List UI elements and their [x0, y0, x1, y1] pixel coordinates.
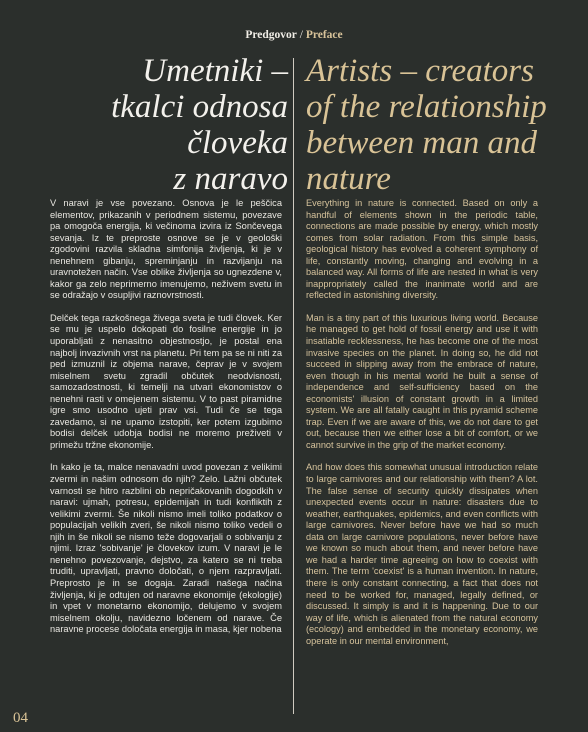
section-header [0, 29, 588, 41]
body-column-english [306, 198, 538, 658]
paragraph-sl-1: V naravi je vse povezano. Osnova je le peščica elementov, prikazanih v periodnem sistemu, povezave pa omogoča energija, ki večinoma izvira iz Sončevega sevanja. Iz te preproste osnove se je v geološki zgodovini razvila skladna simfonija življenja, ki je v nenehnem gibanju, spreminjanju in razvijanju na uravnotežen način. Vse oblike življenja so ugnezdene v, kakor ga zelo neprimerno imenujemo, neživem svetu in se odražajo v osupljivi raznovrstnosti. [50, 198, 282, 301]
title-slovenian: Umetniki – tkalci odnosa človeka z naravo [111, 53, 288, 197]
paragraph-en-3: And how does this somewhat unusual introduction relate to large carnivores and our relationship with them? A lot. The false sense of security quickly dissipates when unexpected events occur in nature: disasters due to weather, earthquakes, epidemics, and even conflicts with large carnivores. Never before have we had so much data on large carnivore populations, never before have we known so much about them, and never before have we had a harder time agreeing on how to coexist with them. The term 'coexist' is a human invention. In nature, there is only constant connecting, a fact that does not need to be worked for, managed, legally defined, or discussed. It simply is and it is happening. Due to our way of life, which is alienated from the natural economy (ecology) and embedded in the monetary economy, we operate in our mental environment, [306, 462, 538, 646]
header-en: Preface [305, 29, 343, 41]
column-divider [293, 58, 294, 714]
title-english: Artists – creators of the relationship between man and nature [306, 53, 547, 197]
paragraph-en-2: Man is a tiny part of this luxurious living world. Because he managed to get hold of fossil energy and use it with insatiable recklessness, he has become one of the most invasive species on the planet. In doing so, he did not succeed in slipping away from the embrace of nature, even though in his mental world he built a sense of independence and self-sufficiency based on the economists' illusion of constant growth in a limited system. We are all fatally caught in this pyramid scheme trap. Even if we are aware of this, we do not dare to get out, because then we either lose a bit of comfort, or we cannot survive in the grip of the market economy. [306, 312, 538, 450]
page-number: 04 [13, 710, 28, 726]
body-column-slovenian [50, 198, 282, 647]
paragraph-en-1: Everything in nature is connected. Based on only a handful of elements shown in the periodic table, connections are made possible by energy, which mostly comes from solar radiation. From this simple basis, geological history has evolved a coherent symphony of life, constantly moving, changing and evolving in a balanced way. All forms of life are nested in what is very inappropriately called the inanimate world and are reflected in astonishing diversity. [306, 198, 538, 301]
header-separator: / [296, 29, 306, 41]
header-sl: Predgovor [245, 29, 297, 41]
paragraph-sl-3: In kako je ta, malce nenavadni uvod povezan z velikimi zvermi in našim odnosom do njih? Zelo. Lažni občutek varnosti se hitro razblini ob nepričakovanih dogodkih v naravi: ujmah, potresu, epidemijah in tudi konfliktih z velikimi zvermi. Še nikoli nismo imeli toliko podatkov o populacijah velikih zveri, še nikoli nismo toliko vedeli o njih in še nikoli se nismo teže dogovarjali o sobivanju z njimi. Izraz 'sobivanje' je človekov izum. V naravi je le nenehno povezovanje, dejstvo, za katero se ni treba truditi, upravljati, pravno določati, o njem razpravljati. Preprosto je in se dogaja. Zaradi našega načina življenja, ki je odtujen od naravne ekonomije (ekologije) in vpet v monetarno ekonomijo, delujemo v svojem miselnem okolju, navidezno ločenem od narave. Če naravne procese določata energija in masa, kjer nobena [50, 462, 282, 635]
paragraph-sl-2: Delček tega razkošnega živega sveta je tudi človek. Ker se mu je uspelo dokopati do fosilne energije in jo uporabljati z nenasitno objestnostjo, je postal ena najbolj invazivnih vrst na planetu. Pri tem pa se ni niti za ped izmuznil iz objema narave, čeprav je v svojem miselnem svetu zgradil občutek neodvisnosti, samozadostnosti, ki temelji na utvari ekonomistov o nenehni rasti v omejenem sistemu. V to past piramidne igre smo usodno ujeti prav vsi. Tudi če se tega zavedamo, si ne upamo izstopiti, ker potem izgubimo bodisi delček udobja bodisi ne moremo preživeti v primežu tržne ekonomije. [50, 312, 282, 450]
